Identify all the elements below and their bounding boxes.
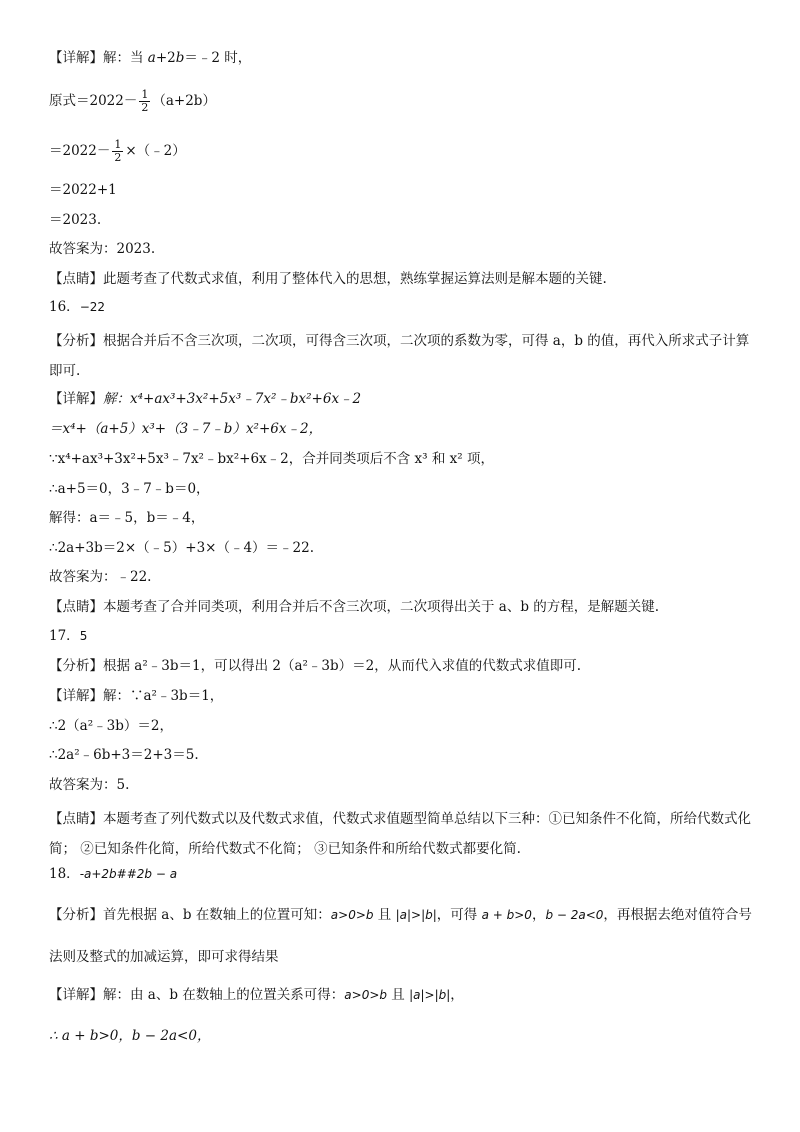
- text: 解：x⁴+ax³+3x²+5x³﹣7x²﹣bx²+6x﹣2: [103, 391, 362, 407]
- detail-17-line-2: ∴2（a²﹣3b）＝2，: [49, 718, 173, 734]
- detail-16-line-2: ＝x⁴+（a+5）x³+（3﹣7﹣b）x²+6x﹣2，: [49, 421, 323, 437]
- text: ×（﹣2）: [125, 143, 186, 159]
- question-number: 18．: [49, 866, 80, 882]
- text: 解：∵a²﹣3b＝1，: [103, 688, 224, 704]
- detail-16-line-1: [49, 389, 760, 409]
- section-label: 【详解】: [49, 987, 103, 1003]
- text: +2: [155, 50, 176, 66]
- text: 根据 a²﹣3b＝1，可以得出 2（a²﹣3b）＝2，从而代入求值的代数式求值即可.: [103, 658, 582, 674]
- detail-line-1: [49, 48, 760, 68]
- section-label: 【分析】: [49, 658, 103, 674]
- analysis-18-line-2: 法则及整式的加减运算，即可求得结果: [49, 949, 279, 965]
- comment-17: [49, 804, 760, 864]
- answer-line: 故答案为：2023.: [49, 241, 156, 257]
- question-answer: −22: [79, 300, 106, 314]
- text: ，再根据去绝对值符合号: [603, 907, 752, 923]
- detail-17-line-3: ∴2a²﹣6b+3＝2+3＝5.: [49, 747, 199, 763]
- var: b: [175, 50, 185, 66]
- math: b − 2a<0: [545, 908, 604, 922]
- text: 且: [387, 987, 410, 1003]
- math: |a|>|b|: [395, 908, 437, 922]
- comment-16: [49, 597, 760, 617]
- section-label: 【点睛】: [49, 811, 103, 827]
- detail-18-line-2: ∴ a + b>0，b − 2a<0，: [49, 1028, 211, 1044]
- formula-line-5: ＝2023.: [49, 212, 102, 228]
- text: 本题考查了合并同类项，利用合并后不含三次项，二次项得出关于 a、b 的方程，是解题关键.: [103, 599, 660, 615]
- section-label: 【分析】: [49, 907, 103, 923]
- section-label: 【点睛】: [49, 271, 103, 287]
- analysis-16: [49, 326, 760, 386]
- question-answer: -a+2b##2b − a: [79, 867, 178, 881]
- detail-17-line-1: [49, 686, 760, 706]
- question-number: 16．: [49, 299, 80, 315]
- analysis-18-line-1: [49, 905, 760, 925]
- numerator: 1: [141, 88, 149, 101]
- text: 根据合并后不含三次项，二次项，可得含三次项，二次项的系数为零，可得 a，b 的值，再代入所求式子计算即可.: [49, 333, 750, 379]
- question-18-header: [49, 864, 760, 884]
- section-label: 【详解】: [49, 50, 103, 66]
- question-17-header: [49, 626, 760, 646]
- answer-17: 故答案为：5.: [49, 777, 130, 793]
- detail-16-line-3: ∵x⁴+ax³+3x²+5x³﹣7x²﹣bx²+6x﹣2，合并同类项后不含 x³ 和 x² 项，: [49, 451, 494, 467]
- section-label: 【详解】: [49, 688, 103, 704]
- section-label: 【点睛】: [49, 599, 103, 615]
- math: a>0>b: [330, 908, 374, 922]
- math: a>0>b: [344, 988, 387, 1002]
- detail-16-line-5: 解得：a＝﹣5，b＝﹣4，: [49, 510, 205, 526]
- numerator: 1: [114, 138, 122, 151]
- text: 本题考查了列代数式以及代数式求值，代数式求值题型简单总结以下三种：①已知条件不化简，所给代数式化简； ②已知条件化简，所给代数式不化简； ③已知条件和所给代数式都要化简.: [49, 811, 751, 857]
- text: 原式＝2022－: [49, 93, 138, 109]
- text: 且: [373, 907, 396, 923]
- math: a + b>0: [481, 908, 532, 922]
- section-label: 【详解】: [49, 391, 103, 407]
- section-label: 【分析】: [49, 333, 103, 349]
- formula-line-3: [49, 139, 760, 164]
- text: ＝2022－: [49, 143, 111, 159]
- text: ＝﹣2 时，: [184, 50, 252, 66]
- detail-16-line-6: ∴2a+3b＝2×（﹣5）+3×（﹣4）＝﹣22.: [49, 540, 315, 556]
- text: 解：由 a、b 在数轴上的位置关系可得：: [103, 987, 345, 1003]
- math: |a|>|b|: [409, 988, 451, 1002]
- analysis-17: [49, 656, 760, 676]
- text: ，可得: [436, 907, 482, 923]
- answer-16: 故答案为：﹣22.: [49, 569, 152, 585]
- fraction: [112, 139, 123, 164]
- text: ，: [450, 987, 464, 1003]
- fraction: [139, 89, 150, 114]
- text: 此题考查了代数式求值，利用了整体代入的思想，熟练掌握运算法则是解本题的关键.: [103, 271, 607, 287]
- comment-line: [49, 269, 760, 289]
- question-number: 17．: [49, 628, 80, 644]
- denominator: 2: [141, 101, 149, 114]
- var: a: [147, 50, 156, 66]
- detail-16-line-4: ∴a+5＝0，3﹣7﹣b＝0，: [49, 481, 210, 497]
- question-answer: 5: [79, 629, 88, 643]
- text: （a+2b）: [152, 93, 216, 109]
- formula-line-2: [49, 89, 760, 114]
- detail-18-line-1: [49, 985, 760, 1005]
- formula-line-4: ＝2022+1: [49, 182, 117, 198]
- text: 首先根据 a、b 在数轴上的位置可知：: [103, 907, 331, 923]
- text: 解：当: [103, 50, 148, 66]
- question-16-header: [49, 297, 760, 317]
- text: ，: [531, 907, 546, 923]
- denominator: 2: [114, 151, 122, 164]
